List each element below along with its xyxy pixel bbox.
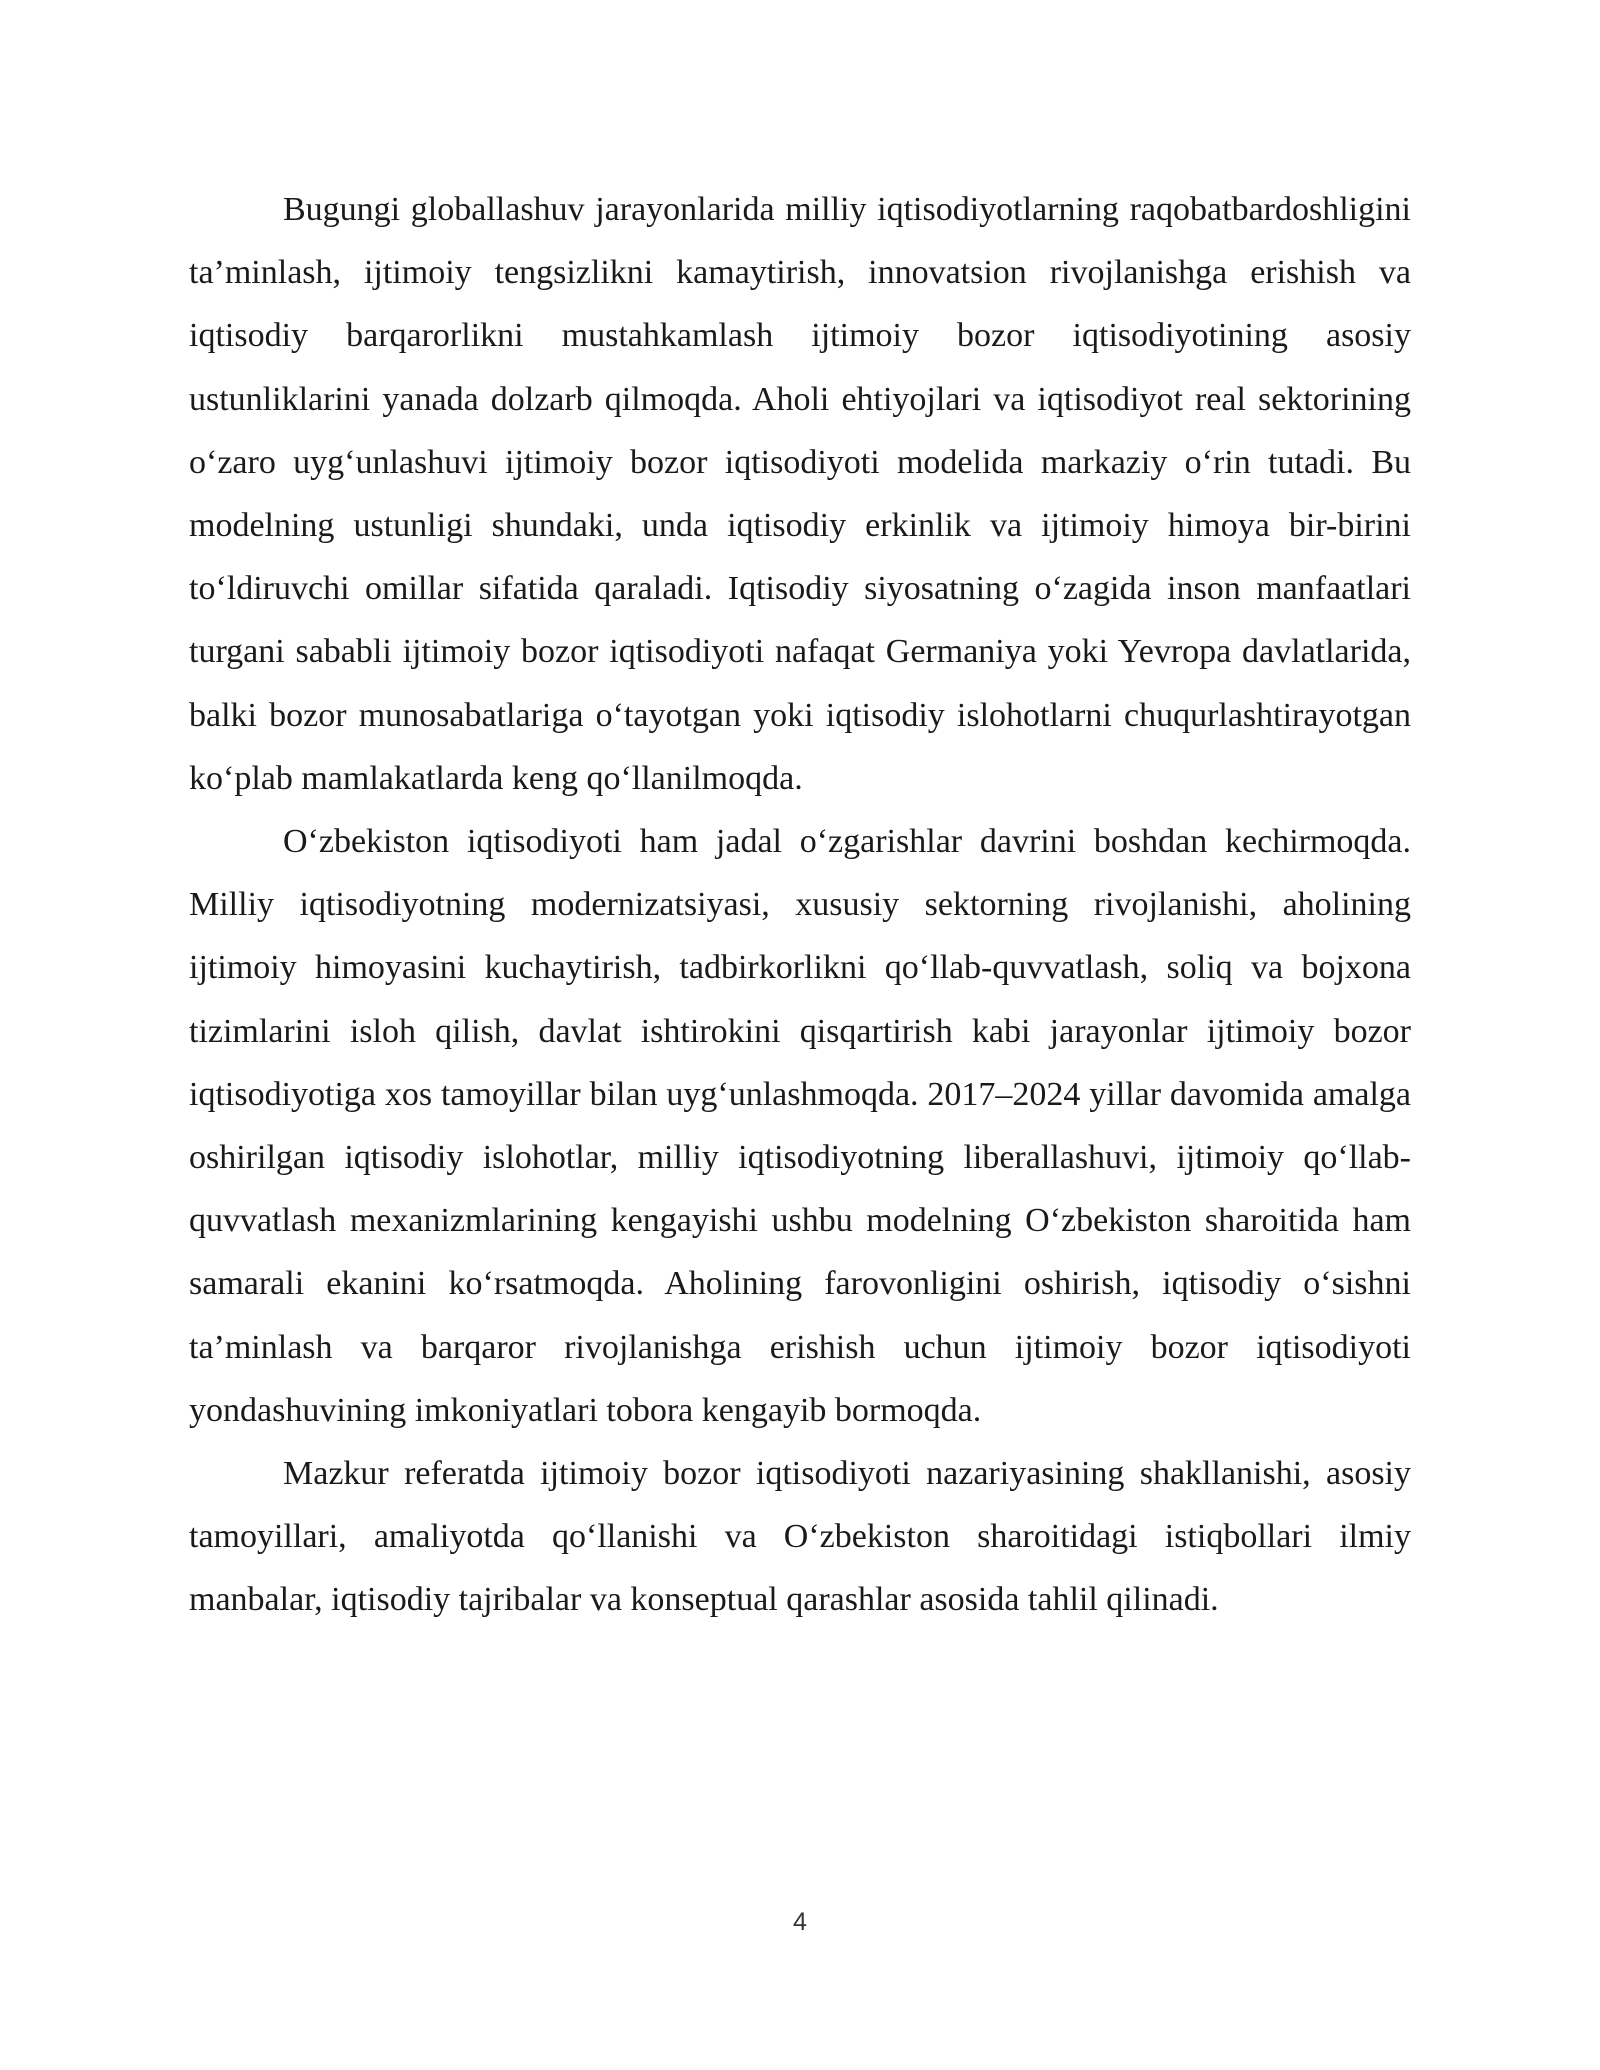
- body-text: [189, 178, 1411, 1632]
- paragraph-3: Mazkur referatda ijtimoiy bozor iqtisodiyoti nazariyasining shakllanishi, asosiy tamoyillari, amaliyotda qo‘llanishi va O‘zbekiston sharoitidagi istiqbollari ilmiy manbalar, iqtisodiy tajribalar va konseptual qarashlar asosida tahlil qilinadi.: [189, 1455, 1411, 1619]
- page-number: 4: [793, 1908, 807, 1936]
- paragraph-2: O‘zbekiston iqtisodiyoti ham jadal o‘zgarishlar davrini boshdan kechirmoqda. Milliy iqtisodiyotning modernizatsiyasi, xususiy sektorning rivojlanishi, aholining ijtimoiy himoyasini kuchaytirish, tadbirkorlikni qo‘llab-quvvatlash, soliq va bojxona tizimlarini isloh qilish, davlat ishtirokini qisqartirish kabi jarayonlar ijtimoiy bozor iqtisodiyotiga xos tamoyillar bilan uyg‘unlashmoqda. 2017–2024 yillar davomida amalga oshirilgan iqtisodiy islohotlar, milliy iqtisodiyotning liberallashuvi, ijtimoiy qo‘llab-quvvatlash mexanizmlarining kengayishi ushbu modelning O‘zbekiston sharoitida ham samarali ekanini ko‘rsatmoqda. Aholining farovonligini oshirish, iqtisodiy o‘sishni ta’minlash va barqaror rivojlanishga erishish uchun ijtimoiy bozor iqtisodiyoti yondashuvining imkoniyatlari tobora kengayib bormoqda.: [189, 823, 1411, 1429]
- paragraph-1: Bugungi globallashuv jarayonlarida milliy iqtisodiyotlarning raqobatbardoshligini ta’minlash, ijtimoiy tengsizlikni kamaytirish, innovatsion rivojlanishga erishish va iqtisodiy barqarorlikni mustahkamlash ijtimoiy bozor iqtisodiyotining asosiy ustunliklarini yanada dolzarb qilmoqda. Aholi ehtiyojlari va iqtisodiyot real sektorining o‘zaro uyg‘unlashuvi ijtimoiy bozor iqtisodiyoti modelida markaziy o‘rin tutadi. Bu modelning ustunligi shundaki, unda iqtisodiy erkinlik va ijtimoiy himoya bir-birini to‘ldiruvchi omillar sifatida qaraladi. Iqtisodiy siyosatning o‘zagida inson manfaatlari turgani sababli ijtimoiy bozor iqtisodiyoti nafaqat Germaniya yoki Yevropa davlatlarida, balki bozor munosabatlariga o‘tayotgan yoki iqtisodiy islohotlarni chuqurlashtirayotgan ko‘plab mamlakatlarda keng qo‘llanilmoqda.: [189, 191, 1411, 797]
